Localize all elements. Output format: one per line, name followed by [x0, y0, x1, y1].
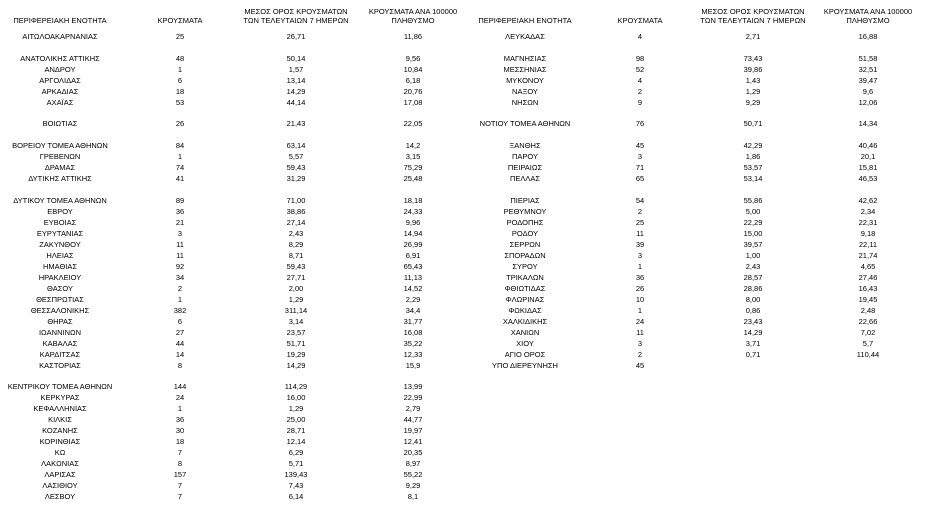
cell-avg: 1,86 [745, 152, 761, 161]
cell-avg: 14,29 [286, 361, 306, 370]
cell-region: ΛΑΣΙΘΙΟΥ [42, 481, 78, 490]
cell-per100k: 11,13 [403, 273, 423, 282]
cell-region: ΚΑΡΔΙΤΣΑΣ [39, 350, 81, 359]
cell-region: ΒΟΙΩΤΙΑΣ [42, 119, 78, 128]
cell-avg: 1,29 [745, 87, 761, 96]
cell-per100k: 14,94 [403, 229, 423, 238]
cell-per100k: 8,1 [407, 492, 419, 501]
cell-per100k: 4,65 [860, 262, 876, 271]
cell-avg: 22,29 [743, 218, 763, 227]
cell-avg: 39,86 [743, 65, 763, 74]
cell-region: ΦΩΚΙΔΑΣ [508, 306, 542, 315]
cell-per100k: 12,06 [858, 98, 878, 107]
cell-cases: 2 [177, 284, 183, 293]
cell-region: ΧΙΟΥ [516, 339, 534, 348]
cell-per100k: 12,41 [403, 437, 423, 446]
cell-avg: 9,29 [745, 98, 761, 107]
cell-region: ΙΩΑΝΝΙΝΩΝ [38, 328, 82, 337]
cell-per100k: 19,45 [858, 295, 878, 304]
cell-avg: 7,43 [288, 481, 304, 490]
cell-avg: 14,29 [286, 87, 306, 96]
cell-avg: 44,14 [286, 98, 306, 107]
cell-cases: 1 [637, 262, 643, 271]
cell-cases: 382 [173, 306, 187, 315]
cell-cases: 54 [635, 196, 645, 205]
cell-region: ΖΑΚΥΝΘΟΥ [39, 240, 81, 249]
cell-region: ΓΡΕΒΕΝΩΝ [39, 152, 81, 161]
cell-region: ΛΑΚΩΝΙΑΣ [41, 459, 79, 468]
cell-cases: 1 [177, 295, 183, 304]
cell-per100k: 110,44 [856, 350, 880, 359]
cell-cases: 26 [635, 284, 645, 293]
cell-region: ΤΡΙΚΑΛΩΝ [506, 273, 544, 282]
cell-region: ΥΠΟ ΔΙΕΡΕΥΝΗΣΗ [492, 361, 558, 370]
cell-avg: 5,57 [288, 152, 304, 161]
cell-per100k: 75,29 [403, 163, 423, 172]
cell-per100k: 14,34 [858, 119, 878, 128]
cell-cases: 53 [175, 98, 185, 107]
cell-per100k: 26,99 [403, 240, 423, 249]
cell-region: ΡΟΔΟΠΗΣ [506, 218, 544, 227]
cell-region: ΗΜΑΘΙΑΣ [42, 262, 78, 271]
cell-region: ΘΕΣΣΑΛΟΝΙΚΗΣ [30, 306, 90, 315]
cell-region: ΣΠΟΡΑΔΩΝ [504, 251, 546, 260]
cell-avg: 28,86 [743, 284, 763, 293]
left-header-cases: ΚΡΟΥΣΜΑΤΑ [157, 16, 203, 25]
cell-cases: 3 [637, 251, 643, 260]
cell-avg: 1,43 [745, 76, 761, 85]
cell-cases: 45 [635, 361, 645, 370]
cell-avg: 50,14 [286, 54, 306, 63]
cell-region: ΔΥΤΙΚΗΣ ΑΤΤΙΚΗΣ [28, 174, 92, 183]
cell-region: ΑΓΙΟ ΟΡΟΣ [504, 350, 546, 359]
cell-per100k: 15,81 [858, 163, 878, 172]
cell-region: ΛΑΡΙΣΑΣ [44, 470, 76, 479]
cell-region: ΜΑΓΝΗΣΙΑΣ [503, 54, 547, 63]
cell-avg: 0,86 [745, 306, 761, 315]
cell-cases: 7 [177, 448, 183, 457]
cell-avg: 2,43 [288, 229, 304, 238]
cell-per100k: 9,29 [405, 481, 421, 490]
cell-avg: 8,00 [745, 295, 761, 304]
cell-avg: 2,00 [288, 284, 304, 293]
cell-avg: 12,14 [286, 437, 306, 446]
cell-cases: 18 [175, 87, 185, 96]
cell-cases: 11 [176, 240, 184, 249]
cell-per100k: 39,47 [858, 76, 878, 85]
cell-per100k: 19,97 [403, 426, 423, 435]
cell-region: ΧΑΝΙΩΝ [510, 328, 540, 337]
cell-per100k: 34,4 [405, 306, 421, 315]
cell-per100k: 8,97 [405, 459, 421, 468]
cell-region: ΕΥΒΟΙΑΣ [43, 218, 77, 227]
cell-region: ΧΑΛΚΙΔΙΚΗΣ [502, 317, 548, 326]
cell-region: ΜΥΚΟΝΟΥ [506, 76, 544, 85]
cell-per100k: 25,48 [403, 174, 423, 183]
cell-cases: 36 [635, 273, 645, 282]
right-header-per100k: ΚΡΟΥΣΜΑΤΑ ΑΝΑ 100000 ΠΛΗΘΥΣΜΟ [823, 7, 913, 25]
cell-region: ΜΕΣΣΗΝΙΑΣ [503, 65, 547, 74]
cell-region: ΦΘΙΩΤΙΔΑΣ [504, 284, 546, 293]
cell-per100k: 51,58 [858, 54, 878, 63]
cell-cases: 9 [637, 98, 643, 107]
cell-avg: 25,00 [286, 415, 306, 424]
cell-cases: 71 [635, 163, 645, 172]
cell-avg: 53,57 [743, 163, 763, 172]
cell-cases: 30 [175, 426, 185, 435]
cell-region: ΚΕΝΤΡΙΚΟΥ ΤΟΜΕΑ ΑΘΗΝΩΝ [7, 382, 113, 391]
cell-avg: 59,43 [286, 262, 306, 271]
cell-avg: 14,29 [743, 328, 763, 337]
cell-cases: 1 [637, 306, 643, 315]
cell-cases: 44 [175, 339, 185, 348]
cell-region: ΦΛΩΡΙΝΑΣ [505, 295, 545, 304]
cell-region: ΘΕΣΠΡΩΤΙΑΣ [36, 295, 84, 304]
cell-cases: 7 [177, 481, 183, 490]
cell-avg: 63,14 [286, 141, 306, 150]
cell-per100k: 14,2 [405, 141, 421, 150]
cell-region: ΑΝΔΡΟΥ [44, 65, 76, 74]
cell-per100k: 9,6 [862, 87, 874, 96]
cell-region: ΣΥΡΟΥ [512, 262, 538, 271]
cell-region: ΚΟΡΙΝΘΙΑΣ [39, 437, 81, 446]
cell-cases: 1 [177, 404, 183, 413]
cell-cases: 10 [635, 295, 645, 304]
cell-cases: 3 [177, 229, 183, 238]
cell-region: ΛΕΥΚΑΔΑΣ [505, 32, 545, 41]
cell-avg: 8,71 [288, 251, 304, 260]
cell-per100k: 13,99 [403, 382, 423, 391]
cell-region: ΒΟΡΕΙΟΥ ΤΟΜΕΑ ΑΘΗΝΩΝ [12, 141, 108, 150]
cell-region: ΗΡΑΚΛΕΙΟΥ [38, 273, 82, 282]
cell-region: ΚΑΣΤΟΡΙΑΣ [39, 361, 81, 370]
cell-avg: 23,43 [743, 317, 763, 326]
cell-avg: 50,71 [743, 119, 763, 128]
right-header-region: ΠΕΡΙΦΕΡΕΙΑΚΗ ΕΝΟΤΗΤΑ [478, 16, 572, 25]
cell-cases: 98 [635, 54, 645, 63]
cell-region: ΑΡΓΟΛΙΔΑΣ [39, 76, 81, 85]
cell-cases: 24 [635, 317, 645, 326]
cell-per100k: 11,86 [403, 32, 423, 41]
cell-avg: 15,00 [743, 229, 763, 238]
cell-avg: 27,71 [286, 273, 306, 282]
cell-avg: 311,14 [284, 306, 308, 315]
cell-cases: 7 [177, 492, 183, 501]
cell-region: ΚΑΒΑΛΑΣ [42, 339, 78, 348]
cell-region: ΚΕΦΑΛΛΗΝΙΑΣ [33, 404, 87, 413]
cell-per100k: 16,88 [858, 32, 878, 41]
cell-cases: 11 [636, 229, 644, 238]
cell-avg: 5,71 [288, 459, 304, 468]
cell-per100k: 55,22 [403, 470, 423, 479]
cell-cases: 39 [635, 240, 645, 249]
cell-cases: 48 [175, 54, 185, 63]
cell-cases: 1 [177, 65, 183, 74]
cell-avg: 73,43 [743, 54, 763, 63]
cell-avg: 42,29 [743, 141, 763, 150]
cell-avg: 38,86 [286, 207, 306, 216]
cell-region: ΞΑΝΘΗΣ [509, 141, 541, 150]
cell-region: ΛΕΣΒΟΥ [44, 492, 76, 501]
cell-per100k: 22,31 [858, 218, 878, 227]
cell-cases: 26 [175, 119, 185, 128]
cell-region: ΚΙΛΚΙΣ [48, 415, 72, 424]
cell-cases: 3 [637, 152, 643, 161]
cell-per100k: 44,77 [403, 415, 423, 424]
cell-region: ΠΕΛΛΑΣ [509, 174, 541, 183]
cell-avg: 1,57 [288, 65, 304, 74]
cell-cases: 36 [175, 415, 185, 424]
cell-avg: 5,00 [745, 207, 761, 216]
cell-per100k: 2,34 [860, 207, 876, 216]
cell-cases: 89 [175, 196, 185, 205]
cell-cases: 6 [177, 317, 183, 326]
cell-avg: 39,57 [743, 240, 763, 249]
cell-avg: 1,29 [288, 404, 304, 413]
cell-avg: 19,29 [286, 350, 306, 359]
cell-avg: 1,00 [745, 251, 761, 260]
cell-cases: 4 [637, 32, 643, 41]
cell-per100k: 2,48 [860, 306, 876, 315]
cell-per100k: 27,46 [858, 273, 878, 282]
cell-cases: 11 [176, 251, 184, 260]
cell-avg: 27,14 [286, 218, 306, 227]
cell-per100k: 18,18 [403, 196, 423, 205]
cell-region: ΑΝΑΤΟΛΙΚΗΣ ΑΤΤΙΚΗΣ [20, 54, 100, 63]
cell-cases: 36 [175, 207, 185, 216]
cell-per100k: 22,66 [858, 317, 878, 326]
cell-region: ΕΥΡΥΤΑΝΙΑΣ [36, 229, 84, 238]
right-header-cases: ΚΡΟΥΣΜΑΤΑ [617, 16, 663, 25]
cell-avg: 55,86 [743, 196, 763, 205]
cell-cases: 27 [175, 328, 185, 337]
cell-per100k: 46,53 [858, 174, 878, 183]
cell-region: ΚΟΖΑΝΗΣ [42, 426, 78, 435]
cell-per100k: 2,29 [405, 295, 421, 304]
cell-per100k: 31,77 [403, 317, 423, 326]
cell-per100k: 42,62 [858, 196, 878, 205]
cell-cases: 2 [637, 87, 643, 96]
cell-cases: 8 [177, 361, 183, 370]
cell-per100k: 20,76 [403, 87, 423, 96]
cell-per100k: 20,1 [860, 152, 876, 161]
cell-avg: 28,71 [286, 426, 306, 435]
cell-avg: 23,57 [286, 328, 306, 337]
cell-region: ΝΟΤΙΟΥ ΤΟΜΕΑ ΑΘΗΝΩΝ [479, 119, 571, 128]
cell-cases: 21 [175, 218, 185, 227]
cell-region: ΝΑΞΟΥ [512, 87, 538, 96]
cell-avg: 71,00 [286, 196, 306, 205]
cell-cases: 76 [635, 119, 645, 128]
cell-per100k: 32,51 [858, 65, 878, 74]
left-header-avg: ΜΕΣΟΣ ΟΡΟΣ ΚΡΟΥΣΜΑΤΩΝ ΤΩΝ ΤΕΛΕΥΤΑΙΩΝ 7 ΗΜΕΡΩΝ [243, 7, 349, 25]
cell-cases: 4 [637, 76, 643, 85]
cell-region: ΕΒΡΟΥ [47, 207, 73, 216]
cell-cases: 65 [635, 174, 645, 183]
cell-region: ΝΗΣΩΝ [511, 98, 539, 107]
cell-per100k: 22,11 [858, 240, 878, 249]
cell-region: ΚΕΡΚΥΡΑΣ [40, 393, 80, 402]
cell-region: ΠΙΕΡΙΑΣ [510, 196, 540, 205]
cell-per100k: 5,7 [862, 339, 874, 348]
cell-per100k: 24,33 [403, 207, 423, 216]
cell-avg: 13,14 [286, 76, 306, 85]
cell-avg: 28,57 [743, 273, 763, 282]
cell-cases: 34 [175, 273, 185, 282]
cell-cases: 41 [175, 174, 185, 183]
cell-avg: 0,71 [745, 350, 761, 359]
cell-avg: 26,71 [286, 32, 306, 41]
cell-avg: 8,29 [288, 240, 304, 249]
cell-cases: 18 [175, 437, 185, 446]
cell-region: ΚΩ [54, 448, 66, 457]
cell-cases: 45 [635, 141, 645, 150]
right-header-avg: ΜΕΣΟΣ ΟΡΟΣ ΚΡΟΥΣΜΑΤΩΝ ΤΩΝ ΤΕΛΕΥΤΑΙΩΝ 7 ΗΜΕΡΩΝ [700, 7, 806, 25]
cell-avg: 21,43 [286, 119, 306, 128]
cell-avg: 6,14 [288, 492, 304, 501]
cell-cases: 2 [637, 350, 643, 359]
cell-region: ΑΙΤΩΛΟΑΚΑΡΝΑΝΙΑΣ [22, 32, 98, 41]
cell-per100k: 6,91 [405, 251, 421, 260]
cell-per100k: 2,79 [405, 404, 421, 413]
cell-region: ΔΡΑΜΑΣ [44, 163, 76, 172]
cell-region: ΗΛΕΙΑΣ [46, 251, 74, 260]
cell-cases: 92 [175, 262, 185, 271]
cell-region: ΔΥΤΙΚΟΥ ΤΟΜΕΑ ΑΘΗΝΩΝ [13, 196, 107, 205]
cell-cases: 3 [637, 339, 643, 348]
cell-avg: 1,29 [288, 295, 304, 304]
cell-region: ΡΕΘΥΜΝΟΥ [503, 207, 547, 216]
cell-cases: 8 [177, 459, 183, 468]
cell-avg: 53,14 [743, 174, 763, 183]
cell-region: ΘΗΡΑΣ [47, 317, 73, 326]
cell-cases: 24 [175, 393, 185, 402]
cell-avg: 2,71 [745, 32, 761, 41]
cell-cases: 52 [635, 65, 645, 74]
cell-per100k: 15,9 [405, 361, 421, 370]
left-header-region: ΠΕΡΙΦΕΡΕΙΑΚΗ ΕΝΟΤΗΤΑ [13, 16, 107, 25]
cell-per100k: 22,99 [403, 393, 423, 402]
cell-per100k: 16,08 [403, 328, 423, 337]
cell-per100k: 7,02 [860, 328, 876, 337]
cell-per100k: 14,52 [403, 284, 423, 293]
cell-region: ΡΟΔΟΥ [511, 229, 539, 238]
cell-region: ΠΑΡΟΥ [511, 152, 538, 161]
cell-avg: 6,29 [288, 448, 304, 457]
cell-avg: 139,43 [284, 470, 308, 479]
cell-avg: 59,43 [286, 163, 306, 172]
cell-region: ΘΑΣΟΥ [47, 284, 73, 293]
cell-avg: 16,00 [286, 393, 306, 402]
cell-cases: 157 [173, 470, 187, 479]
cell-avg: 2,43 [745, 262, 761, 271]
cell-per100k: 9,96 [405, 218, 421, 227]
cell-per100k: 65,43 [403, 262, 423, 271]
cell-per100k: 22,05 [403, 119, 423, 128]
cell-cases: 25 [175, 32, 185, 41]
cell-avg: 31,29 [286, 174, 306, 183]
cell-avg: 3,71 [745, 339, 761, 348]
cell-per100k: 21,74 [858, 251, 878, 260]
cell-cases: 6 [177, 76, 183, 85]
cell-per100k: 9,18 [860, 229, 876, 238]
cell-cases: 25 [635, 218, 645, 227]
cell-per100k: 35,22 [403, 339, 423, 348]
cell-per100k: 17,08 [403, 98, 423, 107]
cell-per100k: 9,56 [405, 54, 421, 63]
cell-cases: 11 [636, 328, 644, 337]
cell-region: ΠΕΙΡΑΙΩΣ [507, 163, 543, 172]
left-header-per100k: ΚΡΟΥΣΜΑΤΑ ΑΝΑ 100000 ΠΛΗΘΥΣΜΟ [368, 7, 458, 25]
cell-per100k: 10,84 [403, 65, 423, 74]
cell-per100k: 20,35 [403, 448, 423, 457]
cell-region: ΑΡΚΑΔΙΑΣ [41, 87, 79, 96]
cell-per100k: 12,33 [403, 350, 423, 359]
cell-per100k: 16,43 [858, 284, 878, 293]
cell-cases: 1 [177, 152, 183, 161]
cell-per100k: 6,18 [405, 76, 421, 85]
cell-avg: 51,71 [286, 339, 306, 348]
cell-region: ΣΕΡΡΩΝ [509, 240, 541, 249]
cell-per100k: 40,46 [858, 141, 878, 150]
cell-cases: 14 [175, 350, 185, 359]
cell-avg: 114,29 [284, 382, 308, 391]
cell-avg: 3,14 [288, 317, 304, 326]
cell-cases: 74 [175, 163, 185, 172]
cell-cases: 84 [175, 141, 185, 150]
cell-cases: 144 [173, 382, 187, 391]
cell-region: ΑΧΑΪΑΣ [46, 98, 74, 107]
cell-cases: 2 [637, 207, 643, 216]
cell-per100k: 3,15 [405, 152, 421, 161]
